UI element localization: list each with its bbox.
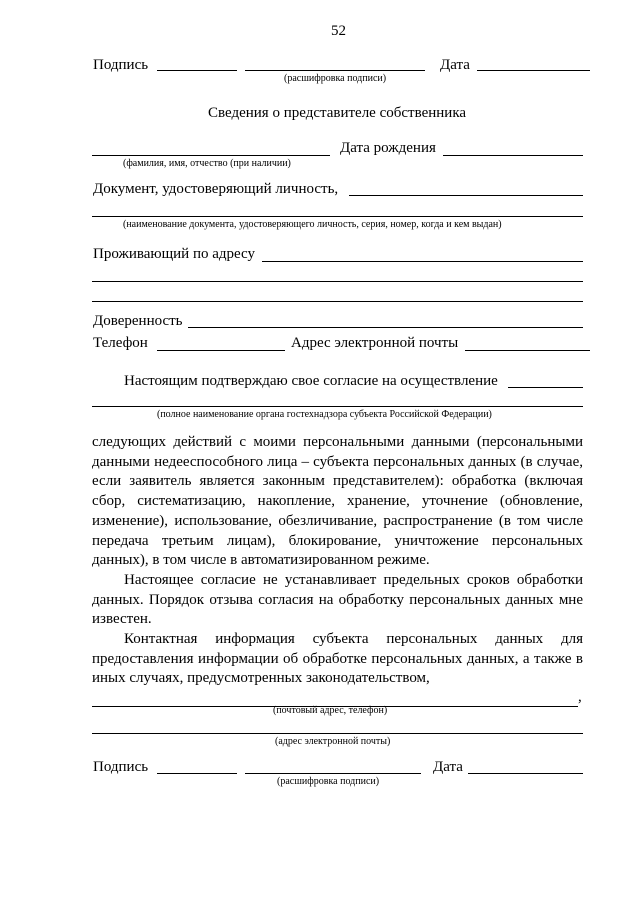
consent-paragraph-3: Контактная информация субъекта персональных данных для предоставления информации об обработке персональных данных, а также в иных случаях, предусмотренных законодательством, <box>92 631 583 687</box>
consent-intro: Настоящим подтверждаю свое согласие на осуществление <box>124 373 498 389</box>
bottom-signature-decode-line[interactable] <box>245 773 421 774</box>
fio-caption: (фамилия, имя, отчество (при наличии) <box>123 158 291 169</box>
power-of-attorney-label: Доверенность <box>93 313 183 329</box>
email-address-line[interactable] <box>92 733 583 734</box>
power-of-attorney-line[interactable] <box>188 327 583 328</box>
signature-decode-caption: (расшифровка подписи) <box>284 73 387 84</box>
id-document-line-2[interactable] <box>92 216 583 217</box>
id-document-label: Документ, удостоверяющий личность, <box>93 181 339 197</box>
signature-line[interactable] <box>157 70 237 71</box>
section-title: Сведения о представителе собственника <box>208 105 467 121</box>
id-document-line[interactable] <box>349 195 583 196</box>
consent-organ-line-1[interactable] <box>508 387 583 388</box>
id-document-caption: (наименование документа, удостоверяющего личность, серия, номер, когда и кем выдан) <box>123 219 502 230</box>
consent-paragraph-2: Настоящее согласие не устанавливает предельных сроков обработки данных. Порядок отзыва согласия на обработку персональных данных мне известен. <box>92 572 583 628</box>
comma: , <box>578 689 582 705</box>
address-line-2[interactable] <box>92 281 583 282</box>
email-line[interactable] <box>465 350 590 351</box>
phone-line[interactable] <box>157 350 285 351</box>
date-label: Дата <box>440 57 470 73</box>
date-line[interactable] <box>477 70 590 71</box>
bottom-signature-label: Подпись <box>93 759 149 775</box>
bottom-date-label: Дата <box>433 759 463 775</box>
phone-label: Телефон <box>93 335 148 351</box>
bottom-signature-line[interactable] <box>157 773 237 774</box>
organ-caption: (полное наименование органа гостехнадзора субъекта Российской Федерации) <box>157 409 492 420</box>
signature-decode-line[interactable] <box>245 70 425 71</box>
address-line-1[interactable] <box>262 261 583 262</box>
address-line-3[interactable] <box>92 301 583 302</box>
birth-date-label: Дата рождения <box>340 140 436 156</box>
postal-caption: (почтовый адрес, телефон) <box>273 705 388 716</box>
consent-organ-line-2[interactable] <box>92 406 583 407</box>
email-label: Адрес электронной почты <box>291 335 459 351</box>
signature-label: Подпись <box>93 57 149 73</box>
email-caption: (адрес электронной почты) <box>275 736 391 747</box>
bottom-date-line[interactable] <box>468 773 583 774</box>
consent-paragraph-1: следующих действий с моими персональными данными (персональными данными недееспособного лица – субъекта персональных данных (в случае, если заявитель является законным представителем): обработка (включая сбор, систематизацию, накопление, хранение, уточнение (обновление, изменение), использование, обезличивание, распространение (в том числе передача третьим лицам), блокирование, уничтожение персональных данных), в том числе в автоматизированном режиме. <box>92 434 583 569</box>
birth-date-line[interactable] <box>443 155 583 156</box>
address-label: Проживающий по адресу <box>93 246 256 262</box>
fio-line[interactable] <box>92 155 330 156</box>
bottom-signature-decode-caption: (расшифровка подписи) <box>277 776 380 787</box>
page-number: 52 <box>331 23 346 39</box>
